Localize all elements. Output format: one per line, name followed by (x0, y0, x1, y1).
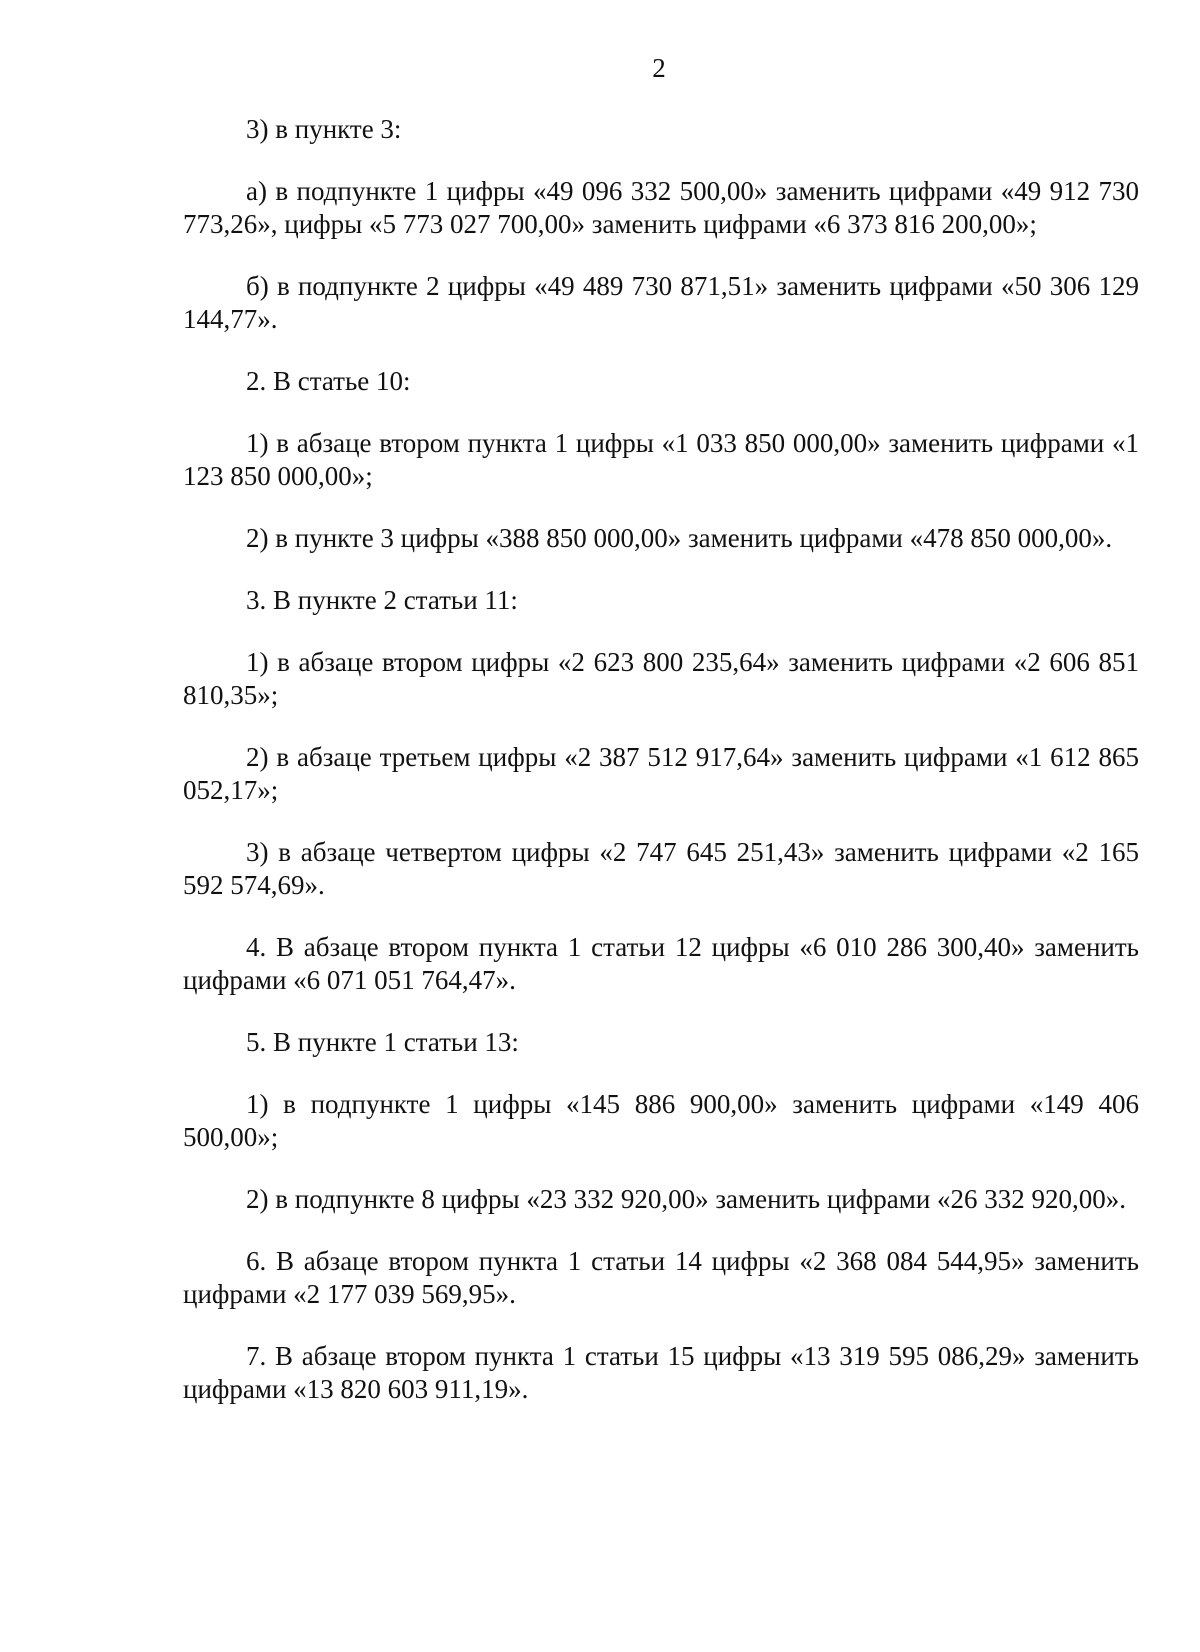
page-number: 2 (652, 53, 666, 83)
paragraph-section-3-item-1: 1) в абзаце втором цифры «2 623 800 235,64» заменить цифрами «2 606 851 810,35»; (183, 647, 1139, 710)
paragraph-section-3-item-2: 2) в абзаце третьем цифры «2 387 512 917,64» заменить цифрами «1 612 865 052,17»; (183, 742, 1139, 805)
paragraph-item-3b: б) в подпункте 2 цифры «49 489 730 871,51» заменить цифрами «50 306 129 144,77». (183, 271, 1139, 334)
paragraph-section-2-item-2: 2) в пункте 3 цифры «388 850 000,00» заменить цифрами «478 850 000,00». (246, 523, 1113, 553)
paragraph-section-3-heading: 3. В пункте 2 статьи 11: (246, 585, 518, 615)
paragraph-item-3-heading: 3) в пункте 3: (246, 114, 402, 144)
paragraph-section-3-item-3: 3) в абзаце четвертом цифры «2 747 645 251,43» заменить цифрами «2 165 592 574,69». (183, 837, 1139, 900)
paragraph-section-5-item-1: 1) в подпункте 1 цифры «145 886 900,00» заменить цифрами «149 406 500,00»; (183, 1089, 1139, 1152)
paragraph-section-2-item-1: 1) в абзаце втором пункта 1 цифры «1 033 850 000,00» заменить цифрами «1 123 850 000,00»; (183, 428, 1139, 491)
document-body (183, 113, 1139, 1435)
paragraph-section-4: 4. В абзаце втором пункта 1 статьи 12 цифры «6 010 286 300,40» заменить цифрами «6 071 051 764,47». (183, 932, 1139, 995)
paragraph-section-6: 6. В абзаце втором пункта 1 статьи 14 цифры «2 368 084 544,95» заменить цифрами «2 177 039 569,95». (183, 1246, 1139, 1309)
paragraph-section-5-heading: 5. В пункте 1 статьи 13: (246, 1027, 519, 1057)
paragraph-section-5-item-2: 2) в подпункте 8 цифры «23 332 920,00» заменить цифрами «26 332 920,00». (246, 1184, 1127, 1214)
paragraph-item-3a: а) в подпункте 1 цифры «49 096 332 500,00» заменить цифрами «49 912 730 773,26», цифры «5 773 027 700,00» заменить цифрами «6 373 816 200,00»; (183, 176, 1139, 239)
paragraph-section-7: 7. В абзаце втором пункта 1 статьи 15 цифры «13 319 595 086,29» заменить цифрами «13 820 603 911,19». (183, 1341, 1139, 1404)
paragraph-section-2-heading: 2. В статье 10: (246, 366, 411, 396)
